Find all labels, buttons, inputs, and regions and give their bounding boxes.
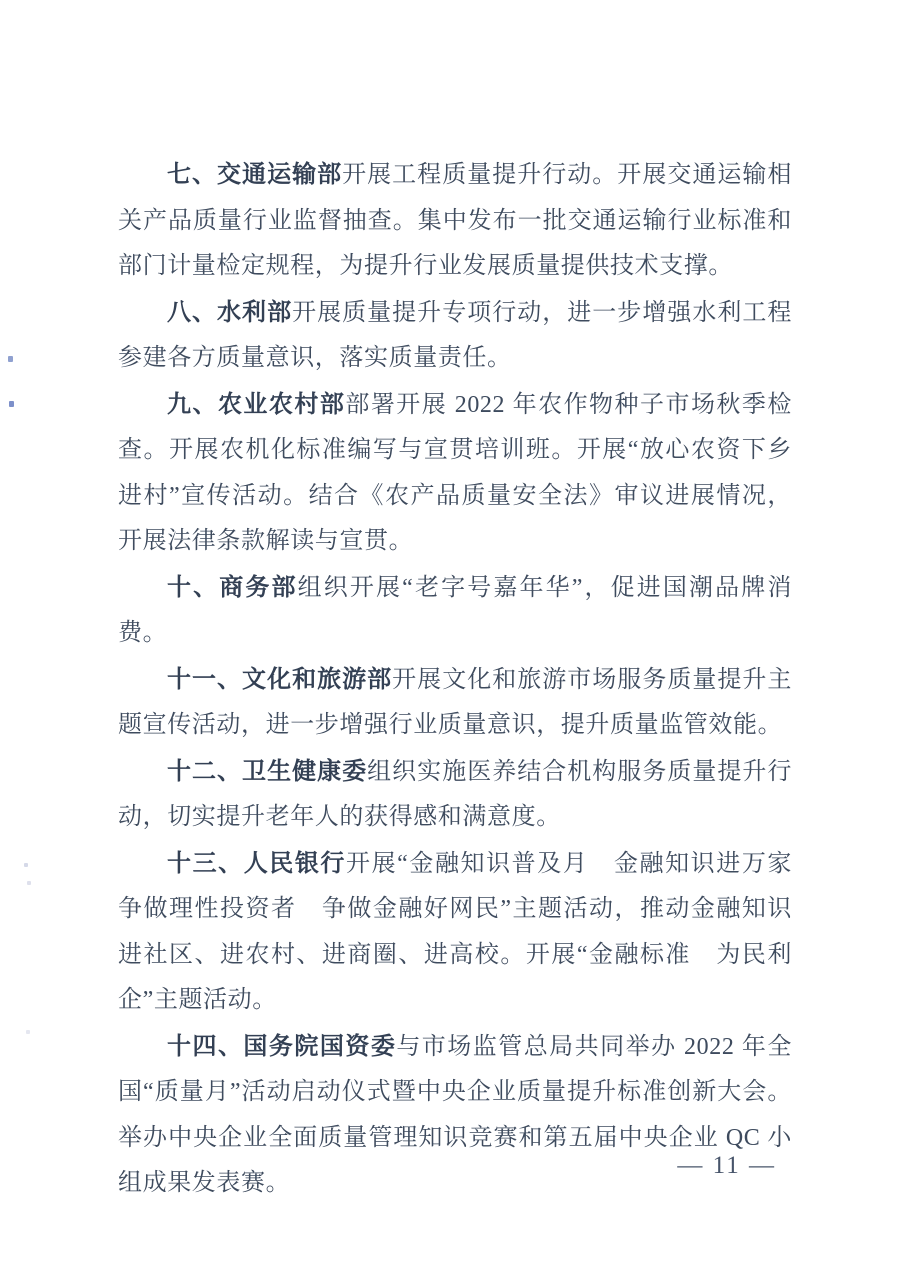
paragraph-body: 部署开展 2022 年农作物种子市场秋季检查。开展农机化标准编写与宣贯培训班。开展“放心农资下乡进村”宣传活动。结合《农产品质量安全法》审议进展情况，开展法律条款解读与宣贯。 <box>118 391 792 554</box>
paragraph-body: 与市场监管总局共同举办 2022 年全国“质量月”活动启动仪式暨中央企业质量提升标准创新大会。举办中央企业全面质量管理知识竞赛和第五届中央企业 QC 小组成果发表赛。 <box>118 1033 792 1196</box>
paragraph-head: 七、交通运输部 <box>167 161 343 188</box>
paragraph-head: 十一、文化和旅游部 <box>167 665 393 693</box>
scan-speck <box>8 356 13 362</box>
paragraph-head: 十二、卫生健康委 <box>167 757 368 785</box>
paragraph-body: 开展“金融知识普及月 金融知识进万家 争做理性投资者 争做金融好网民”主题活动，推动金融知识进社区、进农村、进商圈、进高校。开展“金融标准 为民利企”主题活动。 <box>118 850 817 1013</box>
paragraph <box>118 382 792 565</box>
paragraph-body: 组织实施医养结合机构服务质量提升行动，切实提升老年人的获得感和满意度。 <box>118 758 792 830</box>
page-number: — 11 — <box>677 1152 776 1179</box>
paragraph <box>118 290 792 382</box>
paragraph-body: 开展质量提升专项行动，进一步增强水利工程参建各方质量意识，落实质量责任。 <box>118 299 793 371</box>
paragraph-head: 八、水利部 <box>167 298 293 326</box>
paragraph-body: 开展文化和旅游市场服务质量提升主题宣传活动，进一步增强行业质量意识，提升质量监管效能。 <box>118 666 792 738</box>
paragraph <box>118 152 792 290</box>
paragraph-head: 十三、人民银行 <box>167 849 347 877</box>
paragraph-head: 九、农业农村部 <box>167 390 346 418</box>
paragraph <box>118 657 792 749</box>
scan-speck <box>9 401 14 407</box>
document-body <box>118 152 817 1207</box>
paragraph-body: 开展工程质量提升行动。开展交通运输相关产品质量行业监督抽查。集中发布一批交通运输行业标准和部门计量检定规程，为提升行业发展质量提供技术支撑。 <box>118 162 792 279</box>
paragraph <box>118 841 817 1024</box>
scan-speck <box>24 863 28 867</box>
scan-speck <box>26 1030 30 1034</box>
paragraph <box>118 749 792 841</box>
paragraph-head: 十四、国务院国资委 <box>167 1032 397 1060</box>
paragraph <box>118 565 792 657</box>
paragraph-head: 十、商务部 <box>167 573 298 601</box>
scan-speck <box>27 881 31 885</box>
paragraph-body: 组织开展“老字号嘉年华”，促进国潮品牌消费。 <box>118 574 793 646</box>
